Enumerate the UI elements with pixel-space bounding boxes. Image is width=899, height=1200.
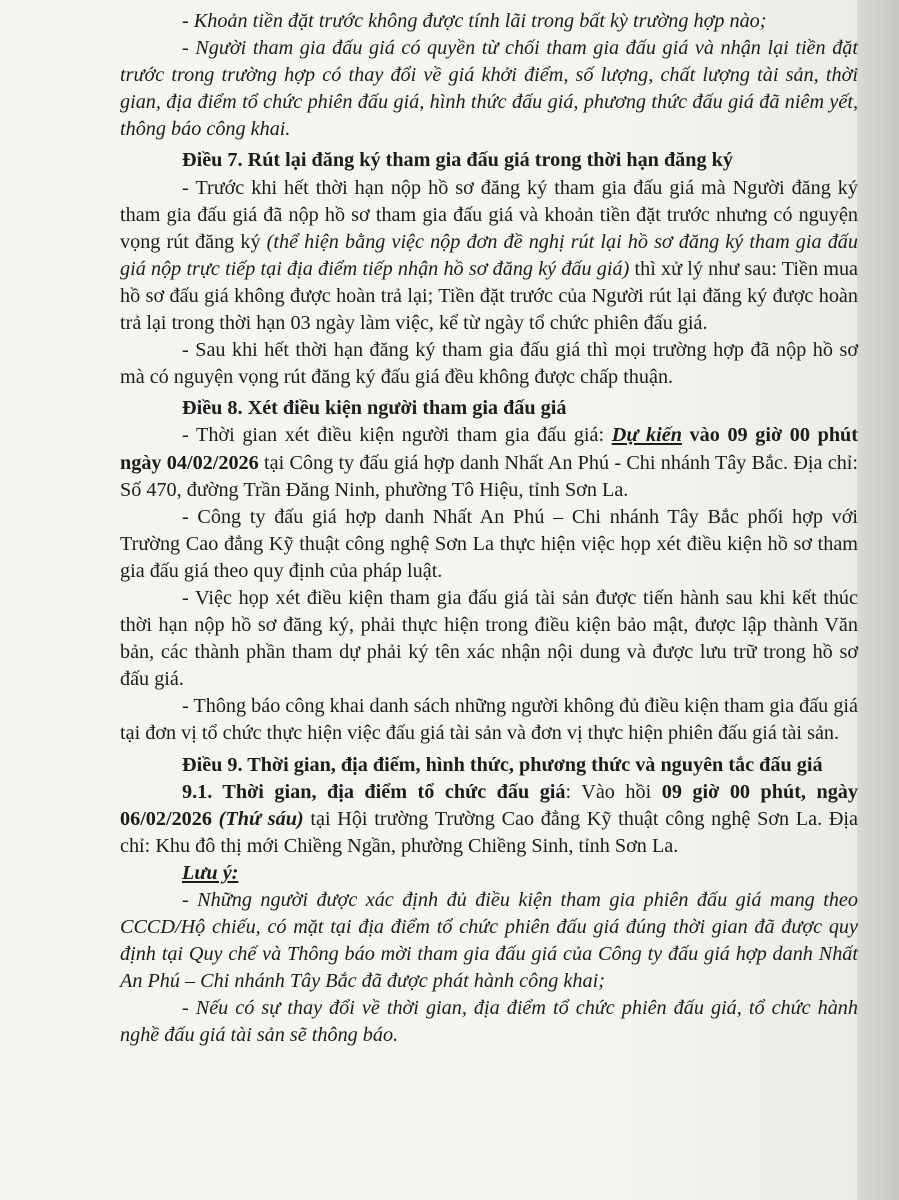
paragraph-announcement: - Thông báo công khai danh sách những người không đủ điều kiện tham gia đấu giá tại đơn vị tổ chức thực hiện việc đấu giá tài sản và đơn vị thực hiện phiên đấu giá tài sản. <box>120 695 858 745</box>
auction-datetime: 09 giờ 00 phút, ngày 06/02/2026 <box>120 780 858 830</box>
review-datetime: vào 09 giờ 00 phút ngày 04/02/2026 <box>120 424 858 474</box>
review-expected: Dự kiến <box>611 424 682 447</box>
withdraw-text-1: - Trước khi hết thời hạn nộp hồ sơ đăng ký tham gia đấu giá mà Người đăng ký tham gia đấu giá đã nộp hồ sơ tham gia đấu giá và khoản tiền đặt trước nhưng có nguyện vọng rút đăng ký <box>120 176 858 253</box>
auction-subheading: 9.1. Thời gian, địa điểm tổ chức đấu giá <box>182 780 566 803</box>
heading-article-9: Điều 9. Thời gian, địa điểm, hình thức, phương thức và nguyên tắc đấu giá <box>182 753 823 776</box>
heading-article-8: Điều 8. Xét điều kiện người tham gia đấu giá <box>182 397 567 420</box>
review-text-2: tại Công ty đấu giá hợp danh Nhất An Phú - Chi nhánh Tây Bắc. Địa chỉ: Số 470, đường Trần Đăng Ninh, phường Tô Hiệu, tỉnh Sơn La. <box>120 451 858 501</box>
paragraph-note-changes: - Nếu có sự thay đổi về thời gian, địa điểm tổ chức phiên đấu giá, tổ chức hành nghề đấu giá tài sản sẽ thông báo. <box>120 997 858 1047</box>
paragraph-deposit-interest: - Khoản tiền đặt trước không được tính lãi trong bất kỳ trường hợp nào; <box>182 10 767 32</box>
page-edge-shadow <box>857 0 899 1200</box>
paragraph-coordination: - Công ty đấu giá hợp danh Nhất An Phú – Chi nhánh Tây Bắc phối hợp với Trường Cao đẳng Kỹ thuật công nghệ Sơn La thực hiện việc họp xét điều kiện hồ sơ tham gia đấu giá theo quy định của pháp luật. <box>120 505 858 582</box>
paragraph-withdraw-registration <box>120 175 858 338</box>
auction-text-1: : Vào hồi <box>565 780 662 803</box>
auction-text-2: tại Hội trường Trường Cao đẳng Kỹ thuật công nghệ Sơn La. Địa chỉ: Khu đô thị mới Chiềng Ngần, phường Chiềng Sinh, tỉnh Sơn La. <box>120 807 858 857</box>
note-label: Lưu ý: <box>182 861 239 884</box>
auction-weekday: (Thứ sáu) <box>211 807 304 830</box>
paragraph-meeting: - Việc họp xét điều kiện tham gia đấu giá tài sản được tiến hành sau khi kết thúc thời hạn nộp hồ sơ đăng ký, phải thực hiện trong điều kiện bảo mật, được lập thành Văn bản, các thành phần tham dự phải ký tên xác nhận nội dung và được lưu trữ trong hồ sơ đấu giá. <box>120 586 858 691</box>
paragraph-refuse-right: - Người tham gia đấu giá có quyền từ chối tham gia đấu giá và nhận lại tiền đặt trước trong trường hợp có thay đổi về giá khởi điểm, số lượng, chất lượng tài sản, thời gian, địa điểm tổ chức phiên đấu giá, hình thức đấu giá, phương thức đấu giá đã niêm yết, thông báo công khai. <box>120 37 858 141</box>
withdraw-text-italic: (thể hiện bằng việc nộp đơn đề nghị rút lại hồ sơ đăng ký tham gia đấu giá nộp trực tiếp tại địa điểm tiếp nhận hồ sơ đăng ký đấu giá) <box>120 230 858 280</box>
review-text-1: - Thời gian xét điều kiện người tham gia đấu giá: <box>182 424 612 447</box>
paragraph-review-time <box>120 422 858 503</box>
paragraph-after-deadline: - Sau khi hết thời hạn đăng ký tham gia đấu giá thì mọi trường hợp đã nộp hồ sơ mà có nguyện vọng rút đăng ký đấu giá đều không được chấp thuận. <box>120 339 858 389</box>
heading-article-7: Điều 7. Rút lại đăng ký tham gia đấu giá trong thời hạn đăng ký <box>182 149 733 172</box>
withdraw-text-2: thì xử lý như sau: Tiền mua hồ sơ đấu giá không được hoàn trả lại; Tiền đặt trước của Người rút lại đăng ký được hoàn trả lại trong thời hạn 03 ngày làm việc, kể từ ngày tổ chức phiên đấu giá. <box>120 257 858 335</box>
paragraph-auction-time <box>120 779 858 860</box>
paragraph-note-attendance: - Những người được xác định đủ điều kiện tham gia phiên đấu giá mang theo CCCD/Hộ chiếu, có mặt tại địa điểm tổ chức phiên đấu giá đúng thời gian đã được quy định tại Quy chế và Thông báo mời tham gia đấu giá của Công ty đấu giá hợp danh Nhất An Phú – Chi nhánh Tây Bắc đã được phát hành công khai; <box>120 889 858 993</box>
document-body <box>120 8 858 1050</box>
